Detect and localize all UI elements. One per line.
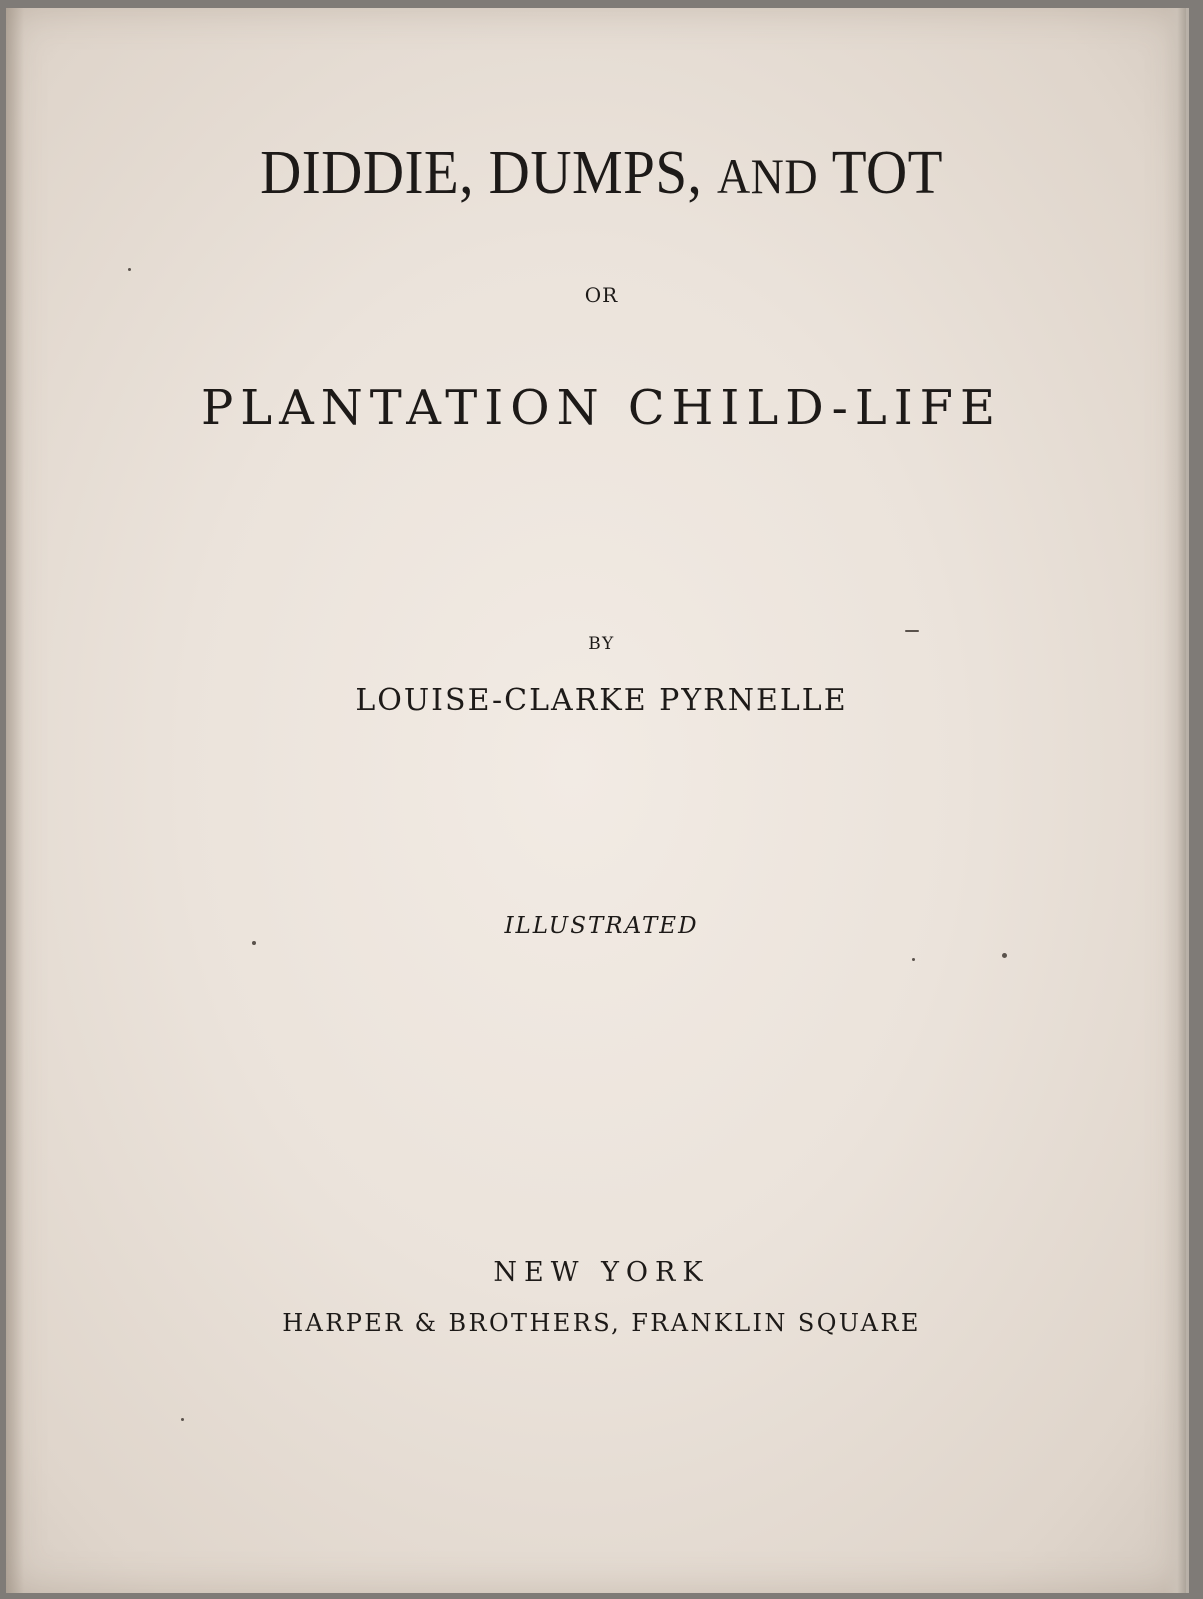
page-gutter-shadow	[6, 8, 24, 1593]
paper-speck	[128, 268, 131, 271]
paper-speck	[181, 1418, 184, 1421]
author-name: LOUISE-CLARKE PYRNELLE	[355, 683, 848, 718]
title-page	[6, 8, 1189, 1593]
book-subtitle: PLANTATION CHILD-LIFE	[200, 380, 1003, 436]
title-part-1: DIDDIE, DUMPS,	[260, 139, 717, 207]
publisher-city: NEW YORK	[493, 1257, 710, 1288]
paper-speck	[912, 958, 915, 961]
title-part-3: TOT	[818, 139, 943, 207]
illustrated-note: ILLUSTRATED	[504, 913, 699, 939]
title-connector: OR	[584, 283, 619, 307]
by-line: BY	[588, 634, 615, 654]
book-title	[48, 138, 1155, 209]
publisher-name: HARPER & BROTHERS, FRANKLIN SQUARE	[282, 1309, 921, 1337]
page-edge	[1164, 8, 1186, 1593]
paper-speck	[1002, 953, 1007, 958]
paper-mark	[905, 630, 919, 632]
paper-speck	[252, 941, 256, 945]
title-part-and: AND	[716, 148, 819, 204]
